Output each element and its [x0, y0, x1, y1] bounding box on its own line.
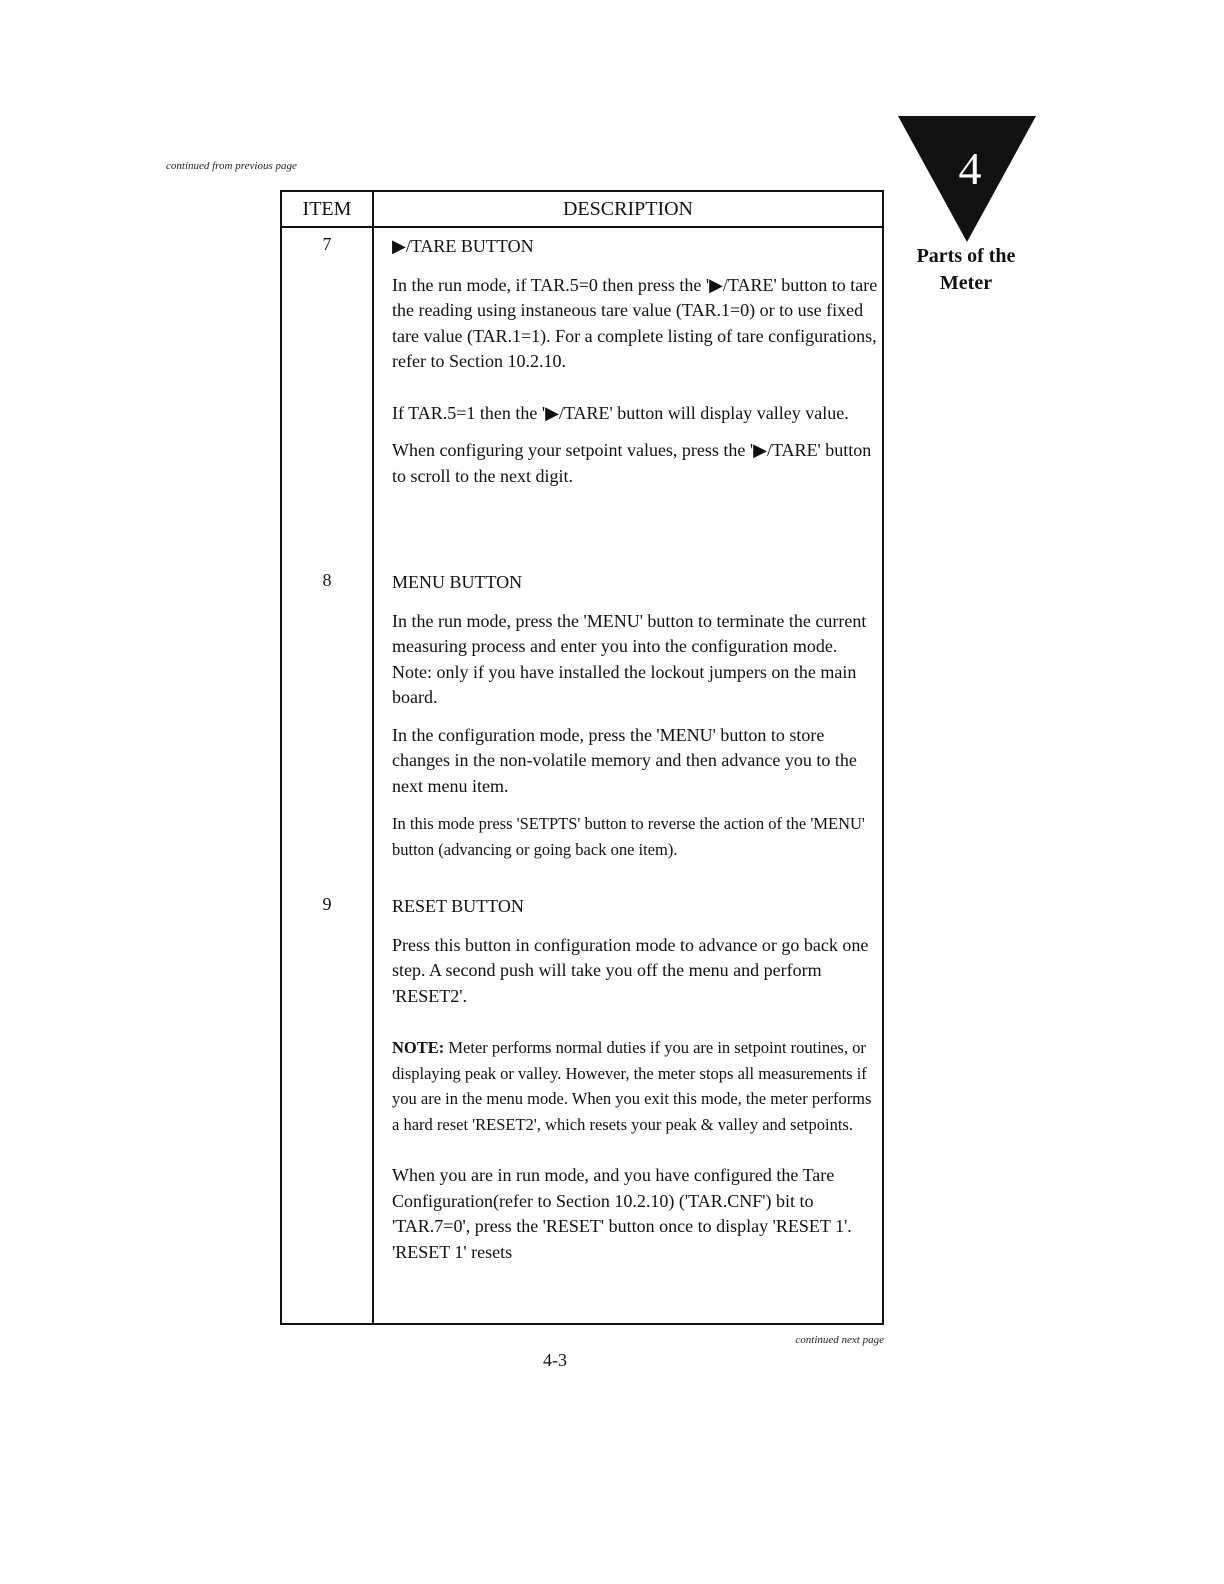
- column-header-description: DESCRIPTION: [373, 191, 883, 227]
- chapter-number: 4: [958, 143, 982, 194]
- note-paragraph: [392, 1035, 878, 1137]
- table-row: [281, 564, 883, 888]
- description-paragraph: When you are in run mode, and you have configured the Tare Configuration(refer to Section 10.2.10) ('TAR.CNF') bit to 'TAR.7=0', press the 'RESET' button once to display 'RESET 1'. 'RESET 1' resets: [392, 1165, 852, 1262]
- continued-from-label: continued from previous page: [166, 160, 297, 172]
- item-number: 7: [281, 227, 373, 564]
- table-row: [281, 227, 883, 564]
- note-label: NOTE:: [392, 1038, 445, 1057]
- description-paragraph: In this mode press 'SETPTS' button to reverse the action of the 'MENU' button (advancing or going back one item).: [392, 814, 865, 859]
- description-paragraph: When configuring your setpoint values, press the '▶/TARE' button to scroll to the next digit.: [392, 440, 872, 486]
- table-row: [281, 888, 883, 1324]
- item-description: [373, 227, 883, 564]
- chapter-marker: [898, 116, 1036, 242]
- description-paragraph: If TAR.5=1 then the '▶/TARE' button will display valley value.: [392, 402, 849, 423]
- continued-next-label: continued next page: [795, 1334, 884, 1346]
- description-paragraph: In the run mode, press the 'MENU' button to terminate the current measuring process and enter you into the configuration mode. Note: only if you have installed the lockout jumpers on the main board.: [392, 610, 867, 707]
- note-text: Meter performs normal duties if you are in setpoint routines, or displaying peak or valley. However, the meter stops all measurements if you are in the menu mode. When you exit this mode, the meter performs a hard reset 'RESET2', which resets your peak & valley and setpoints.: [392, 1038, 872, 1134]
- item-description: [373, 564, 883, 888]
- item-description: [373, 888, 883, 1324]
- item-description-table: [280, 190, 884, 1325]
- column-header-item: ITEM: [281, 191, 373, 227]
- item-title: MENU BUTTON: [392, 572, 523, 592]
- description-paragraph: In the run mode, if TAR.5=0 then press the '▶/TARE' button to tare the reading using instaneous tare value (TAR.1=0) or to use fixed tare value (TAR.1=1). For a complete listing of tare configurations, refer to Section 10.2.10.: [392, 274, 878, 371]
- item-number: 8: [281, 564, 373, 888]
- item-title: ▶/TARE BUTTON: [392, 236, 534, 256]
- page-number: 4-3: [543, 1350, 567, 1370]
- description-paragraph: In the configuration mode, press the 'MENU' button to store changes in the non-volatile memory and then advance you to the next menu item.: [392, 724, 857, 796]
- section-title: Parts of the Meter: [916, 245, 1016, 294]
- description-paragraph: Press this button in configuration mode to advance or go back one step. A second push will take you off the menu and perform 'RESET2'.: [392, 934, 869, 1006]
- item-title: RESET BUTTON: [392, 896, 524, 916]
- item-number: 9: [281, 888, 373, 1324]
